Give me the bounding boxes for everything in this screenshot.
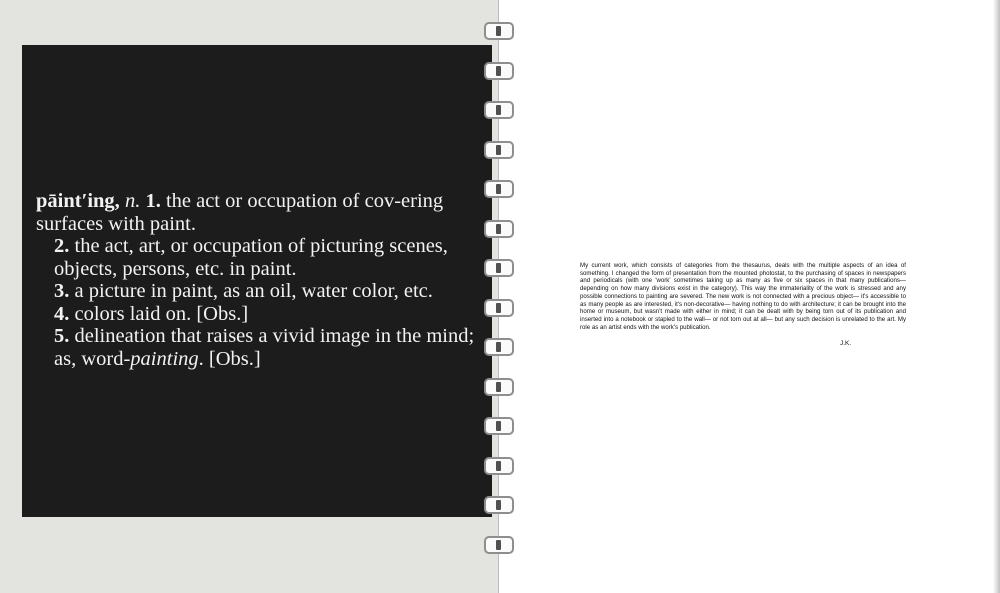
definition-5 <box>36 325 476 370</box>
binding-ring <box>484 378 514 396</box>
definition-3 <box>36 280 476 303</box>
binding-ring <box>484 101 514 119</box>
binding-ring <box>484 22 514 40</box>
def5-italic: painting <box>130 347 199 370</box>
def5-end: . [Obs.] <box>198 347 261 370</box>
def2-number: 2. <box>54 235 70 257</box>
binding-ring <box>484 496 514 514</box>
binding-ring <box>484 457 514 475</box>
def4-text: colors laid on. [Obs.] <box>74 302 249 325</box>
def1-text: the act or occupation of cov-ering surfaces with paint. <box>36 190 444 235</box>
binding-ring <box>484 417 514 435</box>
page-edge-shadow <box>993 0 1000 593</box>
def5-number: 5. <box>54 325 70 347</box>
artist-statement: My current work, which consists of categories from the thesaurus, deals with the multiple aspects of an idea of something. I changed the form of presentation from the mounted photostat, to the purchasing of spaces in newspapers and periodicals (with one 'work' sometimes taking up as many as five or six spaces in that many publications— depending on how many divisions exist in the category). This way the immateriality of the work is stressed and any possible connections to painting are severed. The new work is not connected with a precious object— it's accessible to as many people as are interested, it's non-decorative— having nothing to do with architecture; it can be brought into the home or museum, but wasn't made with either in mind; it can be dealt with by being torn out of its publication and inserted into a notebook or stapled to the wall— or not torn out at all— but any such decision is unrelated to the art. My role as an artist ends with the work's publication. <box>580 262 906 331</box>
definition-1 <box>36 190 476 235</box>
def5-text: delineation that raises a vivid image in the mind; as, word- <box>54 325 475 370</box>
binding-ring <box>484 536 514 554</box>
definition-4 <box>36 303 476 326</box>
binding-ring <box>484 338 514 356</box>
def3-number: 3. <box>54 280 70 302</box>
headword: pāint′ing, <box>36 190 120 212</box>
definition-2 <box>36 235 476 280</box>
spiral-binding <box>480 10 520 585</box>
def4-number: 4. <box>54 302 70 325</box>
binding-ring <box>484 259 514 277</box>
binding-ring <box>484 62 514 80</box>
binding-ring <box>484 180 514 198</box>
binding-ring <box>484 299 514 317</box>
part-of-speech: n. <box>124 190 141 212</box>
binding-ring <box>484 141 514 159</box>
artist-initials: J.K. <box>840 340 852 347</box>
binding-ring <box>484 220 514 238</box>
dictionary-definition <box>36 190 476 370</box>
def1-number: 1. <box>145 190 161 212</box>
def3-text: a picture in paint, as an oil, water color, etc. <box>74 280 433 302</box>
def2-text: the act, art, or occupation of picturing scenes, objects, persons, etc. in paint. <box>54 235 448 280</box>
